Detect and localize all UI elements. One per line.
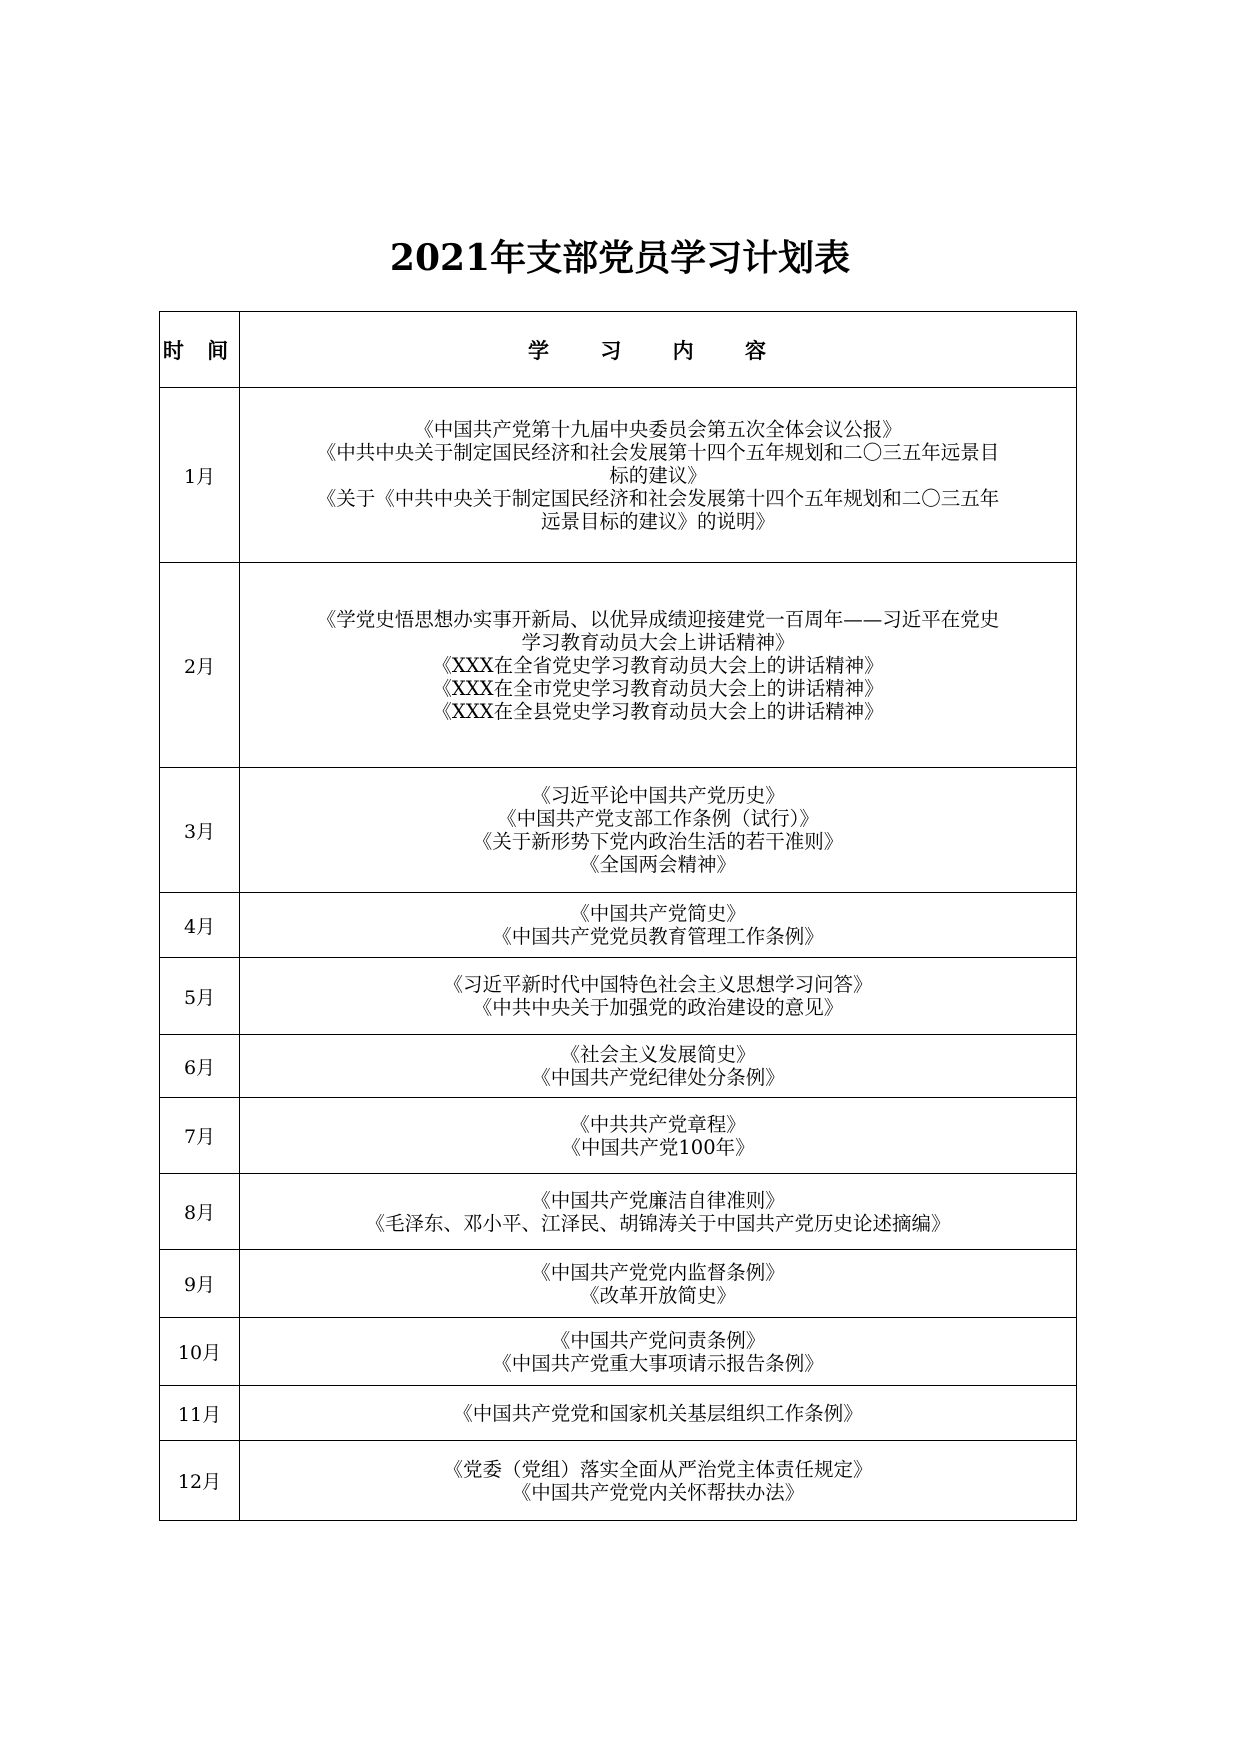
study-item: 《中国共产党党员教育管理工作条例》 — [492, 925, 824, 948]
study-item: 《关于新形势下党内政治生活的若干准则》 — [472, 830, 844, 853]
month-cell: 4月 — [160, 893, 240, 958]
study-item: 《关于《中共中央关于制定国民经济和社会发展第十四个五年规划和二〇三五年 — [316, 486, 1000, 510]
study-item: 《XXX在全县党史学习教育动员大会上的讲话精神》 — [432, 699, 884, 723]
study-item: 《XXX在全市党史学习教育动员大会上的讲话精神》 — [432, 676, 884, 700]
study-item: 《中国共产党问责条例》 — [550, 1328, 766, 1352]
study-item: 《学党史悟思想办实事开新局、以优异成绩迎接建党一百周年——习近平在党史 — [316, 607, 1000, 631]
study-item: 《中共共产党章程》 — [570, 1112, 746, 1136]
study-item: 《党委（党组）落实全面从严治党主体责任规定》 — [443, 1457, 873, 1481]
month-cell: 2月 — [160, 563, 240, 768]
study-item: 《中国共产党党内关怀帮扶办法》 — [511, 1480, 805, 1504]
content-cell — [240, 958, 1077, 1035]
page-title: 2021年支部党员学习计划表 — [389, 237, 851, 279]
study-item: 《社会主义发展简史》 — [560, 1043, 756, 1066]
content-cell — [240, 563, 1077, 768]
study-item: 《习近平新时代中国特色社会主义思想学习问答》 — [443, 973, 873, 996]
table-row — [160, 1441, 1077, 1521]
content-cell — [240, 1098, 1077, 1174]
study-item: 《中国共产党重大事项请示报告条例》 — [492, 1351, 824, 1375]
header-content: 学 习 内 容 — [240, 312, 1077, 388]
content-cell — [240, 1250, 1077, 1318]
study-item: 《习近平论中国共产党历史》 — [531, 784, 785, 807]
study-item: 《中国共产党党和国家机关基层组织工作条例》 — [453, 1401, 863, 1425]
study-item: 《中共中央关于制定国民经济和社会发展第十四个五年规划和二〇三五年远景目 — [316, 440, 1000, 464]
month-cell: 8月 — [160, 1174, 240, 1250]
month-cell: 3月 — [160, 768, 240, 893]
study-item: 《中国共产党纪律处分条例》 — [531, 1066, 785, 1089]
month-cell: 9月 — [160, 1250, 240, 1318]
month-cell: 11月 — [160, 1386, 240, 1441]
content-cell — [240, 1441, 1077, 1521]
month-cell: 6月 — [160, 1035, 240, 1098]
content-cell — [240, 1035, 1077, 1098]
content-cell — [240, 893, 1077, 958]
content-cell — [240, 388, 1077, 563]
study-item: 《中国共产党支部工作条例（试行）》 — [497, 807, 819, 830]
table-row — [160, 768, 1077, 893]
month-cell: 7月 — [160, 1098, 240, 1174]
table-row — [160, 958, 1077, 1035]
month-cell: 12月 — [160, 1441, 240, 1521]
content-cell — [240, 1386, 1077, 1441]
study-item: 《中国共产党廉洁自律准则》 — [531, 1188, 785, 1212]
table-row — [160, 563, 1077, 768]
content-cell — [240, 1318, 1077, 1386]
study-item: 《中国共产党党内监督条例》 — [531, 1260, 785, 1284]
study-plan-table — [159, 311, 1077, 1521]
table-header-row — [160, 312, 1077, 388]
study-item: 《全国两会精神》 — [579, 853, 736, 876]
study-item: 《中国共产党第十九届中央委员会第五次全体会议公报》 — [414, 417, 902, 441]
study-item: 远景目标的建议》的说明》 — [540, 509, 775, 533]
study-item: 学习教育动员大会上讲话精神》 — [521, 630, 795, 654]
content-cell — [240, 1174, 1077, 1250]
table-row — [160, 893, 1077, 958]
table-row — [160, 1386, 1077, 1441]
study-item: 《中国共产党简史》 — [570, 902, 746, 925]
table-row — [160, 1098, 1077, 1174]
table-row — [160, 1174, 1077, 1250]
study-item: 《改革开放简史》 — [579, 1283, 736, 1307]
study-item: 《中共中央关于加强党的政治建设的意见》 — [472, 996, 844, 1019]
table-row — [160, 388, 1077, 563]
month-cell: 5月 — [160, 958, 240, 1035]
table-row — [160, 1250, 1077, 1318]
header-time: 时 间 — [160, 312, 240, 388]
table-row — [160, 1318, 1077, 1386]
content-cell — [240, 768, 1077, 893]
study-item: 标的建议》 — [609, 463, 707, 487]
month-cell: 1月 — [160, 388, 240, 563]
table-body — [160, 388, 1077, 1521]
study-item: 《XXX在全省党史学习教育动员大会上的讲话精神》 — [432, 653, 884, 677]
month-cell: 10月 — [160, 1318, 240, 1386]
study-item: 《毛泽东、邓小平、江泽民、胡锦涛关于中国共产党历史论述摘编》 — [365, 1211, 951, 1235]
table-row — [160, 1035, 1077, 1098]
study-item: 《中国共产党100年》 — [561, 1135, 755, 1159]
